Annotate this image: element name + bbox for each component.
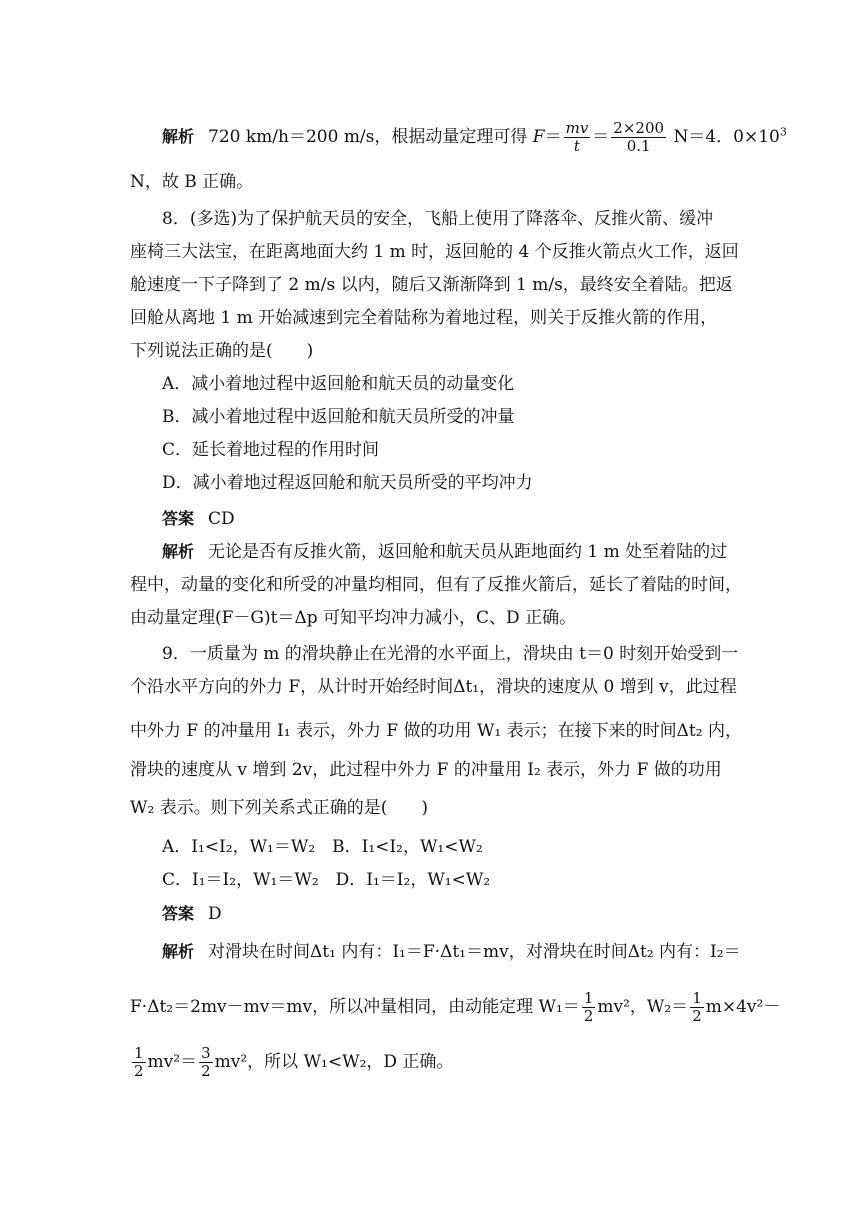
analysis-label: 解析 [162,127,195,146]
q9-analysis-line1 [162,940,741,964]
exponent: 3 [779,125,787,139]
analysis-text: 720 km/h＝200 m/s，根据动量定理可得 [208,127,533,147]
analysis-text: mv²，W₂＝ [597,997,689,1017]
fraction-values [611,120,666,155]
q7-analysis-line1 [162,120,787,155]
q9-options-ab: A．I₁<I₂，W₁＝W₂ B．I₁<I₂，W₁<W₂ [162,837,483,857]
fraction-denominator: t [573,137,580,155]
equals-sign: ＝ [592,127,610,147]
q8-answer [162,507,235,531]
analysis-label: 解析 [162,942,195,961]
fraction-numerator: 2×200 [613,119,665,137]
fraction-denominator: 0.1 [626,137,651,155]
analysis-text: mv²，所以 W₁<W₂，D 正确。 [214,1052,454,1072]
analysis-text: F·Δt₂＝2mv－mv＝mv，所以冲量相同，由动能定理 W₁＝ [130,997,580,1017]
q8-option-d: D．减小着地过程返回舱和航天员所受的平均冲力 [162,473,533,493]
answer-value: D [208,904,222,924]
q8-stem-line: 舱速度一下子降到了 2 m/s 以内，随后又渐渐降到 1 m/s，最终安全着陆。把返 [130,275,733,295]
fraction-denominator: 2 [201,1062,211,1080]
q8-stem-line: 下列说法正确的是( ) [130,341,314,361]
fraction-one-half [690,990,704,1025]
fraction-numerator: mv [565,119,589,137]
q9-stem-line: 9．一质量为 m 的滑块静止在光滑的水平面上，滑块由 t＝0 时刻开始受到一 [162,644,739,664]
answer-label: 答案 [162,904,195,923]
fraction-denominator: 2 [583,1007,594,1025]
fraction-one-half [132,1045,146,1080]
fraction-numerator: 3 [201,1044,211,1062]
fraction-denominator: 2 [134,1062,144,1080]
answer-label: 答案 [162,509,195,528]
analysis-text: m×4v²－ [705,997,781,1017]
q9-answer [162,902,222,926]
q8-option-a: A．减小着地过程中返回舱和航天员的动量变化 [162,374,515,394]
q9-analysis-line3 [130,1045,453,1080]
q8-stem-line: 8．(多选)为了保护航天员的安全，飞船上使用了降落伞、反推火箭、缓冲 [162,209,714,229]
result-text: N＝4．0×10 [668,127,780,147]
force-symbol: F [532,127,545,147]
q8-stem-line: 回舱从离地 1 m 开始减速到完全着陆称为着地过程，则关于反推火箭的作用， [130,308,718,328]
q8-analysis-line3: 由动量定理(F－G)t＝Δp 可知平均冲力减小，C、D 正确。 [130,608,577,628]
q9-stem-line: 中外力 F 的冲量用 I₁ 表示，外力 F 做的功用 W₁ 表示；在接下来的时间Δt₂ 内， [130,721,742,741]
analysis-text: 无论是否有反推火箭，返回舱和航天员从距地面约 1 m 处至着陆的过 [208,542,728,562]
fraction-numerator: 1 [583,989,594,1007]
equals-sign: ＝ [544,127,562,147]
q8-option-c: C．延长着地过程的作用时间 [162,440,380,460]
q9-stem-line: 滑块的速度从 v 增到 2v，此过程中外力 F 的冲量用 I₂ 表示，外力 F 做的功用 [130,760,722,780]
fraction-mv-over-t [564,120,591,155]
fraction-one-half [582,990,596,1025]
analysis-text: mv²＝ [147,1052,198,1072]
fraction-denominator: 2 [692,1007,702,1025]
q8-stem-line: 座椅三大法宝，在距离地面大约 1 m 时，返回舱的 4 个反推火箭点火工作，返回 [130,242,739,262]
q9-options-cd: C．I₁＝I₂，W₁＝W₂ D．I₁＝I₂，W₁<W₂ [162,870,491,890]
fraction-numerator: 1 [134,1044,144,1062]
q9-analysis-line2 [130,990,780,1025]
q8-analysis-line1 [162,540,727,564]
q8-analysis-line2: 程中，动量的变化和所受的冲量均相同，但有了反推火箭后，延长了着陆的时间， [130,575,742,595]
fraction-numerator: 1 [692,989,702,1007]
q9-stem-line: W₂ 表示。则下列关系式正确的是( ) [130,798,428,818]
fraction-three-halves [199,1045,213,1080]
answer-value: CD [208,509,235,529]
q9-stem-line: 个沿水平方向的外力 F，从计时开始经时间Δt₁，滑块的速度从 0 增到 v，此过程 [130,677,737,697]
q8-option-b: B．减小着地过程中返回舱和航天员所受的冲量 [162,407,515,427]
analysis-text: 对滑块在时间Δt₁ 内有：I₁＝F·Δt₁＝mv，对滑块在时间Δt₂ 内有：I₂＝ [208,942,741,962]
analysis-label: 解析 [162,542,195,561]
q7-analysis-line2: N，故 B 正确。 [130,172,254,192]
